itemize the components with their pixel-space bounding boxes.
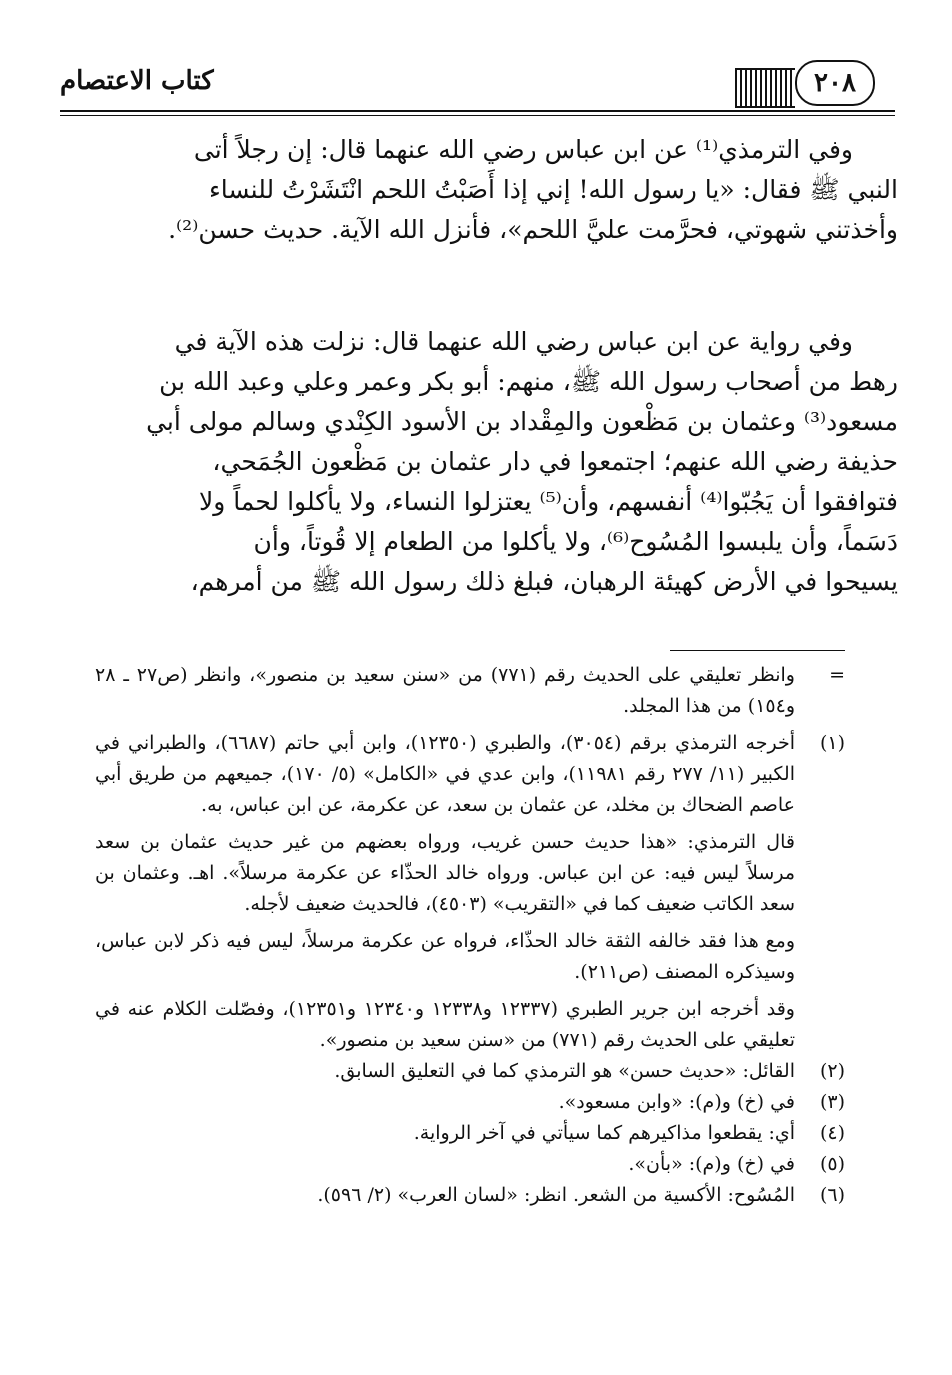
footnote-text: أي: يقطعوا مذاكيرهم كما سيأتي في آخر الرواية. bbox=[413, 1122, 795, 1144]
footnote-marker: (١) bbox=[819, 732, 845, 754]
text-line: وأخذتني شهوتي، فحرَّمت عليَّ اللحم»، فأنزل الله الآية. حديث حسن⁽²⁾. bbox=[168, 215, 898, 244]
book-title: كتاب الاعتصام bbox=[60, 66, 214, 96]
text-line: حذيفة رضي الله عنهم؛ اجتمعوا في دار عثمان بن مَظْعون الجُمَحي، bbox=[212, 447, 898, 476]
header-rule bbox=[60, 110, 895, 112]
text-line: رهط من أصحاب رسول الله ﷺ، منهم: أبو بكر وعمر وعلي وعبد الله بن bbox=[159, 367, 898, 396]
footnote-text: القائل: «حديث حسن» هو الترمذي كما في التعليق السابق. bbox=[334, 1060, 795, 1082]
footnote-4 bbox=[95, 1118, 845, 1149]
text-line: مسعود⁽³⁾ وعثمان بن مَظْعون والمِقْداد بن الأسود الكِنْدي وسالم مولى أبي bbox=[146, 407, 898, 436]
page-number: ٢٠٨ bbox=[795, 60, 875, 106]
footnote-1-paragraph: قال الترمذي: «هذا حديث حسن غريب، ورواه بعضهم من غير حديث عثمان بن سعد مرسلاً ليس فيه: عن ابن عباس. ورواه خالد الحذّاء عن عكرمة مرسلاً». اهـ. وعثمان بن سعد الكاتب ضعيف كما في «التقريب» (٤٥٠٣)، فالحديث ضعيف لأجله. bbox=[95, 831, 795, 915]
paragraph-1 bbox=[90, 130, 898, 250]
footnote-1-paragraph: ومع هذا فقد خالفه الثقة خالد الحذّاء، فرواه عن عكرمة مرسلاً، ليس فيه ذكر لابن عباس، وسيذكره المصنف (ص٢١١). bbox=[95, 930, 795, 983]
footnote-text: في (خ) و(م): «بأن». bbox=[628, 1153, 795, 1175]
footnote-text: في (خ) و(م): «وابن مسعود». bbox=[558, 1091, 795, 1113]
footnote-text: أخرجه الترمذي برقم (٣٠٥٤)، والطبري (١٢٣٥٠)، وابن أبي حاتم (٦٦٨٧)، والطبراني في الكبير (١١/ ٢٧٧ رقم ١١٩٨١)، وابن عدي في «الكامل» (٥/ ١٧٠)، جميعهم من طريق أبي عاصم الضحاك بن مخلد، عن عثمان بن سعد، عن عكرمة، عن ابن عباس، به. bbox=[95, 732, 795, 816]
footnote-1-paragraph: وقد أخرجه ابن جرير الطبري (١٢٣٣٧ و١٢٣٣٨ و١٢٣٤٠ و١٢٣٥١)، وفصّلت الكلام عنه في تعليقي على الحديث رقم (٧٧١) من «سنن سعيد بن منصور». bbox=[95, 998, 795, 1051]
footnote-continued bbox=[95, 660, 845, 722]
footnote-text: المُسُوح: الأكسية من الشعر. انظر: «لسان العرب» (٢/ ٥٩٦). bbox=[317, 1184, 795, 1206]
footnote-2 bbox=[95, 1056, 845, 1087]
page-number-ornament bbox=[735, 58, 895, 108]
text-line: يسيحوا في الأرض كهيئة الرهبان، فبلغ ذلك رسول الله ﷺ من أمرهم، bbox=[190, 567, 898, 596]
footnote-1 bbox=[95, 728, 845, 821]
footnote-marker: (٤) bbox=[819, 1122, 845, 1144]
text-line: دَسَماً، وأن يلبسوا المُسُوح⁽⁶⁾، ولا يأكلوا من الطعام إلا قُوتاً، وأن bbox=[253, 527, 898, 556]
text-line: فتوافقوا أن يَجُبّوا⁽⁴⁾ أنفسهم، وأن⁽⁵⁾ يعتزلوا النساء، ولا يأكلوا لحماً ولا bbox=[199, 487, 898, 516]
footnote-marker: (٥) bbox=[819, 1153, 845, 1175]
footnote-marker: = bbox=[829, 664, 845, 686]
footnote-3 bbox=[95, 1087, 845, 1118]
footnote-marker: (٣) bbox=[819, 1091, 845, 1113]
footnotes bbox=[95, 660, 845, 1211]
footnote-marker: (٦) bbox=[819, 1184, 845, 1206]
footnote-separator bbox=[670, 650, 845, 651]
text-line: النبي ﷺ فقال: «يا رسول الله! إني إذا أَصَبْتُ اللحم انْتَشَرْتُ للنساء bbox=[208, 175, 898, 204]
footnote-5 bbox=[95, 1149, 845, 1180]
paragraph-2 bbox=[90, 322, 898, 602]
footnote-text: وانظر تعليقي على الحديث رقم (٧٧١) من «سنن سعيد بن منصور»، وانظر (ص٢٧ ـ ٢٨ و١٥٤) من هذا المجلد. bbox=[95, 664, 795, 717]
footnote-6 bbox=[95, 1180, 845, 1211]
header-rule-thin bbox=[60, 115, 895, 116]
ornament-bars-icon bbox=[735, 68, 795, 108]
text-line: وفي الترمذي⁽¹⁾ عن ابن عباس رضي الله عنهما قال: إن رجلاً أتى bbox=[193, 135, 853, 164]
text-line: وفي رواية عن ابن عباس رضي الله عنهما قال: نزلت هذه الآية في bbox=[174, 327, 853, 356]
footnote-marker: (٢) bbox=[819, 1060, 845, 1082]
page-header bbox=[60, 58, 895, 120]
